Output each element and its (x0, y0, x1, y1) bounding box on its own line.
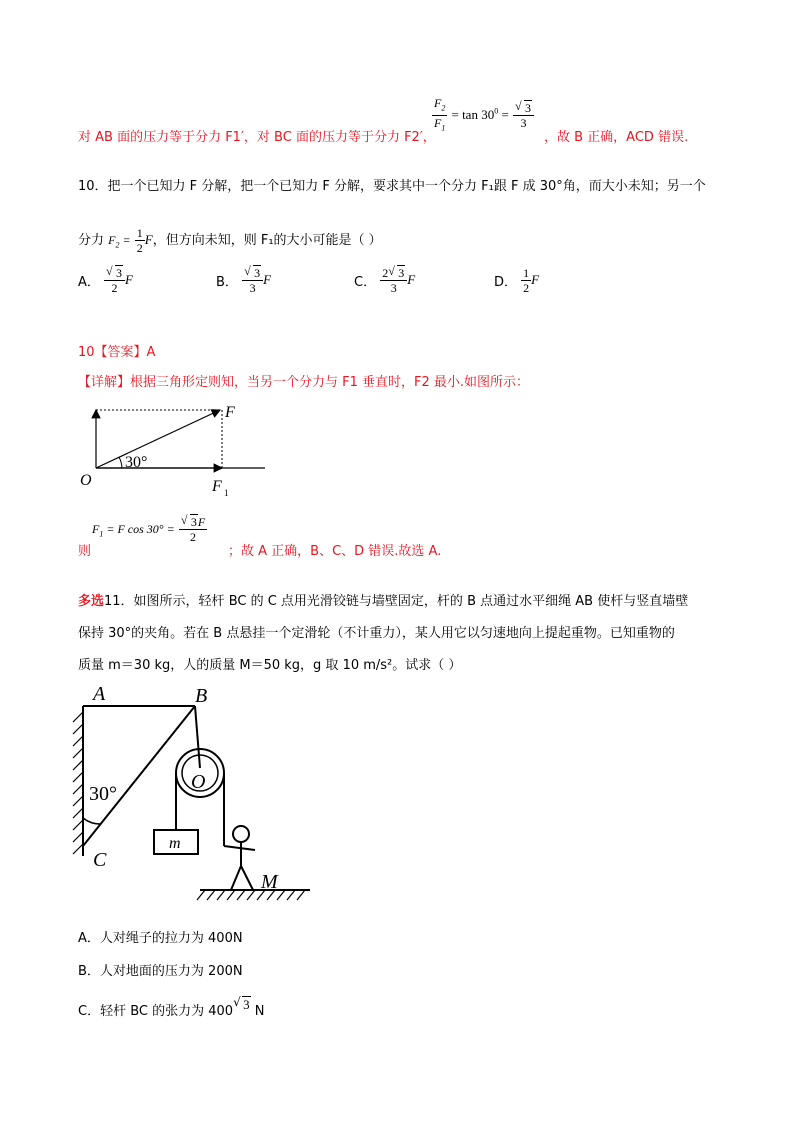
label-m: m (169, 835, 181, 852)
wall-hatching (73, 712, 83, 854)
angle-label: 30° (125, 454, 148, 471)
q10-line1: 10．把一个已知力 F 分解，把一个已知力 F 分解，要求其中一个分力 F₁跟 F 成 30°角，而大小未知；另一个 (78, 179, 706, 194)
q11-line1: 多选11．如图所示，轻杆 BC 的 C 点用光滑铰链与墙壁固定，杆的 B 点通过水平细绳 AB 使杆与竖直墙壁 (78, 594, 689, 609)
a10-result-prefix: 则 (78, 544, 92, 559)
a10-result-formula: $F_1 = F$ cos 30° = √ 3F 2 (92, 513, 206, 544)
label-o: O (80, 472, 92, 489)
person-head (233, 826, 249, 842)
q10-option-c[interactable]: C． 2 √ 3 3 F (354, 264, 416, 295)
label-c: C (93, 849, 107, 871)
q10-option-a[interactable]: A． √ 3 2 F (78, 264, 133, 295)
label-a: A (93, 683, 106, 705)
person-leg-right (241, 866, 253, 890)
ground-hatching (197, 890, 305, 900)
label-b: B (195, 685, 208, 707)
label-f1-sub: 1 (224, 488, 229, 498)
q10-line2: 分力 $F_2$ = $\frac{1}{2}$ F，但方向未知，则 F₁的大小可能是（ ） (78, 226, 382, 255)
a10-answer: 10【答案】A (78, 345, 156, 360)
ratio-fraction: $\frac{F_2}{F_1}$ (434, 96, 446, 133)
person-arms (224, 846, 255, 850)
label-big-m: M (261, 871, 278, 893)
a10-result-suffix: ；故 A 正确，B、C、D 错误.故选 A. (228, 544, 442, 559)
q11-option-b[interactable]: B．人对地面的压力为 200N (78, 964, 243, 979)
label-f1: F (212, 478, 222, 495)
top-formula: $\frac{F_2}{F_1}$ = $\tan 30^0$ = √ 3 3 (432, 96, 534, 136)
a10-detail: 【详解】根据三角形定则知，当另一个分力与 F1 垂直时，F2 最小.如图所示： (78, 375, 530, 390)
q11-option-c[interactable]: C．轻杆 BC 的张力为 400 √ 3 N (78, 995, 265, 1019)
f-arrow (96, 410, 220, 468)
top-line-text: 对 AB 面的压力等于分力 F1′，对 BC 面的压力等于分力 F2′， (78, 130, 436, 145)
q11-line2: 保持 30°的夹角。若在 B 点悬挂一个定滑轮（不计重力），某人用它以匀速地向上提起重物。已知重物的 (78, 626, 675, 641)
angle-arc (83, 818, 101, 824)
rod-bc (83, 706, 195, 846)
angle-label: 30° (89, 783, 117, 805)
label-f: F (225, 404, 235, 421)
angle-arc (119, 457, 122, 468)
q10-option-b[interactable]: B． √ 3 3 F (216, 264, 272, 295)
person-leg-left (231, 866, 241, 890)
pulley-hanger (195, 706, 200, 768)
q11-line3: 质量 m＝30 kg，人的质量 M＝50 kg，g 取 10 m/s²。试求（ ） (78, 658, 462, 673)
pulley-diagram (65, 678, 325, 908)
top-line-conclusion: ，故 B 正确，ACD 错误. (544, 130, 689, 145)
q11-option-a[interactable]: A．人对绳子的拉力为 400N (78, 931, 243, 946)
label-o: O (191, 771, 206, 793)
q11-tag: 多选 (78, 594, 105, 609)
force-triangle-diagram (70, 395, 280, 505)
q10-option-d[interactable]: D． $\frac{1}{2}$ F (494, 266, 540, 295)
